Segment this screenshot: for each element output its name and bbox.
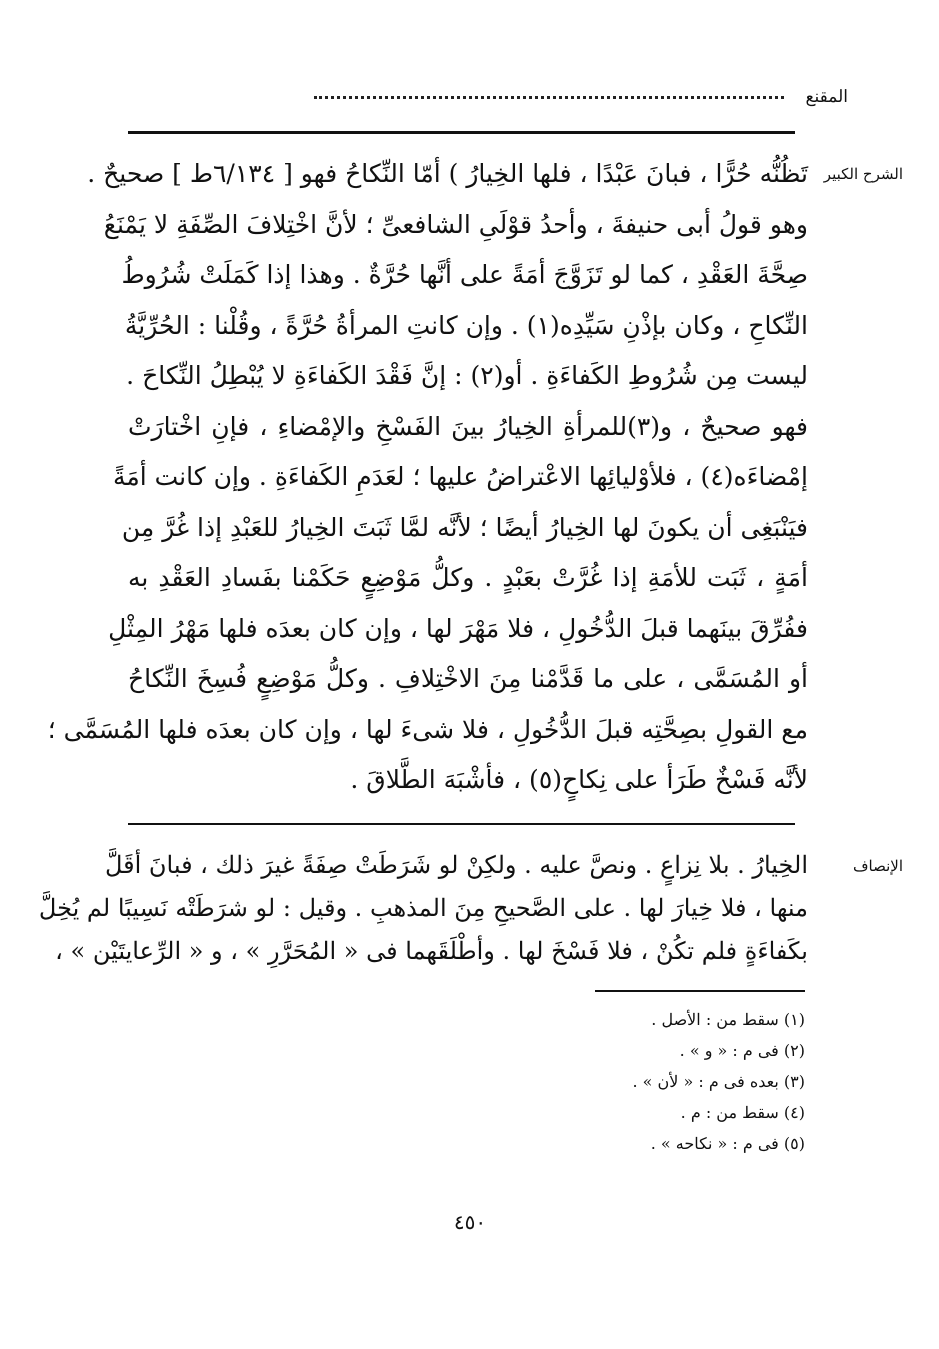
running-title: المقنع xyxy=(805,87,848,107)
page-number: ٤٥٠ xyxy=(453,1210,487,1234)
text-line: ففُرِّقَ بينَهما قبلَ الدُّخُولِ ، فلا مَهْرَ لها ، وإن كان بعدَه فلها مَهْرُ المِثْلِ xyxy=(108,613,808,643)
text-line: أمَةٍ ، ثَبَت للأمَةِ إذا غُرَّتْ بعَبْدٍ . وكلُّ مَوْضِعٍ حَكَمْنا بفَسادِ العَقْدِ به xyxy=(128,563,808,592)
footnote: (٢) فى م : « و » . xyxy=(679,1041,805,1060)
text-line: بكَفاءَةٍ فلم تكُنْ ، فلا فَسْخَ لها . وأطْلَقَهما فى « المُحَرَّرِ » ، و « الرِّعايتَيْن » ، xyxy=(55,937,808,965)
footnote: (٣) بعده فى م : « لأن » . xyxy=(632,1072,805,1091)
section-divider xyxy=(128,823,795,825)
footnote: (٤) سقط من : م . xyxy=(680,1103,805,1122)
text-line: إمْضاءَه(٤) ، فلأوْليائِها الاعْتراضُ عليها ؛ لعَدَمِ الكَفاءَةِ . وإن كانت أمَةً xyxy=(112,462,808,491)
text-line: النِّكاحِ ، وكان بإذْنِ سَيِّدِه(١) . وإن كانتِ المرأةُ حُرَّةً ، وقُلْنا : الحُرِّيَّةُ xyxy=(124,310,808,340)
header-rule xyxy=(128,131,795,134)
text-line: أو المُسَمَّى ، على ما قَدَّمْنا مِنَ الاخْتِلافِ . وكلُّ مَوْضِعٍ فُسِخَ النِّكاحُ xyxy=(128,664,808,693)
section-label-sharh: الشرح الكبير xyxy=(823,165,903,183)
dotted-leader xyxy=(314,96,784,99)
footnote: (١) سقط من : الأصل . xyxy=(651,1010,805,1029)
text-line: فيَنْبَغِى أن يكونَ لها الخِيارُ أيضًا ؛ لأنَّه لمَّا ثَبَتَ الخِيارُ للعَبْدِ إذا غُرَّ مِن xyxy=(121,512,808,542)
text-line: مع القولِ بصِحَّتِه قبلَ الدُّخُولِ ، فلا شىءَ لها ، وإن كان بعدَه فلها المُسَمَّى ؛ xyxy=(47,714,808,744)
text-line: وهو قولُ أبى حنيفةَ ، وأحدُ قوْلَىِ الشافعىِّ ؛ لأنَّ اخْتِلافَ الصِّفَةِ لا يَمْنَعُ xyxy=(103,209,808,239)
insaf-text-block xyxy=(38,844,808,973)
sharh-text-block xyxy=(47,149,808,806)
text-line: صِحَّةَ العَقْدِ ، كما لو تَزَوَّجَ أمَةً على أنَّها حُرَّةٌ . وهذا إذا كَمَلَتْ شُرُوطُ xyxy=(121,260,808,289)
footnote: (٥) فى م : « نكاحه » . xyxy=(650,1134,805,1153)
text-line: تَظُنُّه حُرًّا ، فبانَ عَبْدًا ، فلها الخِيارُ ) أمّا النِّكاحُ فهو [ ٦/١٣٤ط ] صحيحٌ . xyxy=(87,159,808,188)
text-line: فهو صحيحٌ ، و(٣)للمرأةِ الخِيارُ بينَ الفَسْخِ والإمْضاءِ ، فإنِ اخْتارَتْ xyxy=(128,411,808,441)
running-head xyxy=(128,86,848,116)
text-line: ليست مِن شُرُوطِ الكَفاءَةِ . أو(٢) : إنَّ فَقْدَ الكَفاءَةِ لا يُبْطِلُ النِّكاحَ . xyxy=(126,361,808,390)
text-line: منها ، فلا خِيارَ لها . على الصَّحيحِ مِنَ المذهبِ . وقيل : لو شرَطَتْه نَسِيبًا لم يُخِلَّ xyxy=(38,894,808,922)
text-line: لأنَّه فَسْخٌ طَرَأ على نِكاحٍ(٥) ، فأشْبَهَ الطَّلاقَ . xyxy=(350,765,808,794)
footnotes xyxy=(632,1004,805,1159)
footnote-rule xyxy=(595,990,805,992)
text-line: الخِيارُ . بلا نِزاعٍ . ونصَّ عليه . ولكِنْ لو شَرَطَتْ صِفَةً غيرَ ذلك ، فبانَ أقَلَّ xyxy=(104,851,808,879)
section-label-insaf: الإنصاف xyxy=(852,857,903,875)
